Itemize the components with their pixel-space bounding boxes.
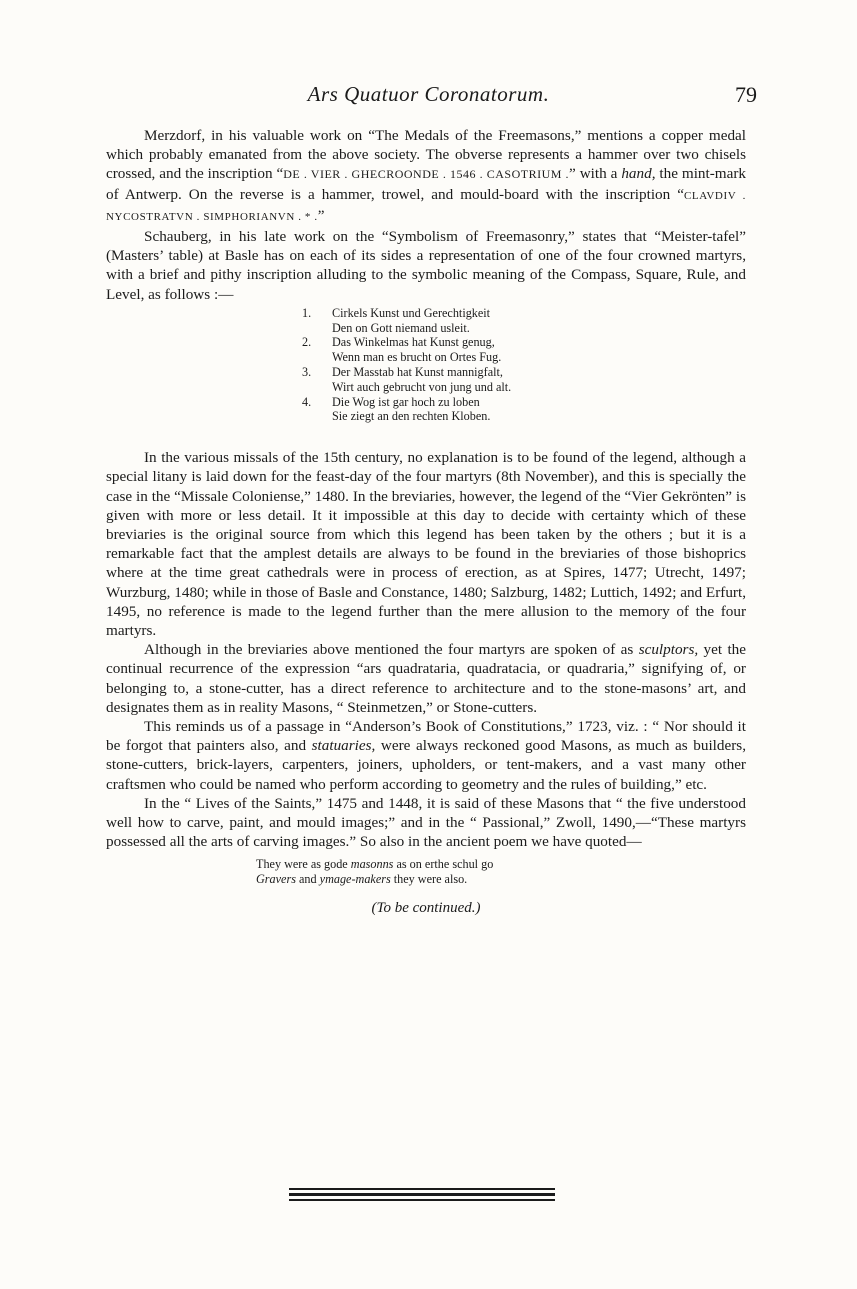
verse-line: 3. Der Masstab hat Kunst mannigfalt, [302, 365, 503, 380]
paragraph-missals: In the various missals of the 15th century, no explanation is to be found of the legend, although a special litany is laid down for the feast-day of the four martyrs (8th November), and this is specially the case in the “Missale Coloniense,” 1480. In the breviaries, however, the legend of the “Vier Gekrönten” is given with more or less detail. It it impossible at this day to decide with certainty which of these breviaries is the original source from which this legend has been taken by the others ; but it is a remarkable fact that the amplest details are always to be found in the breviaries of those bishoprics where at the time great cathedrals were in process of erection, as at Spires, 1477; Utrecht, 1497; Wurzburg, 1480; while in those of Basle and Constance, 1480; Salzburg, 1482; Luttich, 1492; and Erfurt, 1495, no reference is made to the legend further than the mere allusion to the memory of the four martyrs. [106, 449, 746, 640]
paragraph-anderson: This reminds us of a passage in “Anderson’s Book of Constitutions,” 1723, viz. : “ Nor should it be forgot that painters also, and statuaries, were always reckoned good Masons, as much as builders, stone-cutters, brick-layers, carpenters, joiners, upholders, or tent-makers, and a vast many other craftsmen who could be named who perform according to geometry and the rules of building,” etc. [106, 718, 746, 793]
verse-line: 2. Das Winkelmas hat Kunst genug, [302, 335, 495, 350]
verse-line: 1. Cirkels Kunst und Gerechtigkeit [302, 305, 491, 320]
verse-line: Wirt auch gebrucht von jung und alt. [332, 379, 512, 394]
end-rule-middle [289, 1193, 555, 1196]
journal-title: Ars Quatuor Coronatorum. [307, 82, 550, 106]
end-rule-top [289, 1188, 555, 1190]
verse-line: Sie ziegt an den rechten Kloben. [332, 409, 491, 424]
paragraph-schauberg: Schauberg, in his late work on the “Symbolism of Freemasonry,” states that “Meister-tafel” (Masters’ table) at Basle has on each of its sides a representation of one of the four crowned martyrs, with a brief and pithy inscription alluding to the symbolic meaning of the Compass, Square, Rule, and Level, as follows :— [106, 228, 746, 303]
verse-line: 4. Die Wog ist gar hoch zu loben [302, 394, 480, 409]
quote-line: They were as gode masonns as on erthe schul go [256, 857, 494, 872]
to-be-continued: (To be continued.) [371, 900, 481, 917]
emphasis-statuaries: statuaries, [311, 737, 376, 755]
paragraph-medals: Merzdorf, in his valuable work on “The Medals of the Freemasons,” mentions a copper medal which probably emanated from the above society. The obverse represents a hammer over two chisels crossed, and the inscription “DE . VIER . GHECROONDE . 1546 . CASOTRIUM .” with a hand, the mint-mark of Antwerp. On the reverse is a hammer, trowel, and mould-board with the inscription “CLAVDIV . NYCOSTRATVN . SIMPHORIANVN . * .” [106, 127, 747, 224]
verse-block [302, 306, 746, 424]
paragraph-sculptors: Although in the breviaries above mentioned the four martyrs are spoken of as sculptors, yet the continual recurrence of the expression “ars quadrataria, quadratacia, or quadraria,” signifying of, or belonging to, a stone-cutter, has a direct reference to architecture and to the stone-masons’ art, and designates them as in reality Masons, “ Steinmetzen,” or Stone-cutters. [106, 641, 747, 716]
verse-line: Wenn man es brucht on Ortes Fug. [332, 350, 502, 365]
poem-quote [256, 857, 746, 887]
running-header [0, 82, 857, 112]
page-number: 79 [735, 82, 757, 107]
end-rule-bottom [289, 1199, 555, 1201]
inscription-reverse: CLAVDIV . NYCOSTRATVN . SIMPHORIANVN . * . [106, 189, 746, 223]
emphasis-sculptors: sculptors, [638, 641, 699, 659]
inscription-obverse: DE . VIER . GHECROONDE . 1546 . CASOTRIUM . [283, 167, 570, 182]
quote-line: Gravers and ymage-makers they were also. [256, 872, 468, 887]
article-body [106, 126, 746, 919]
paragraph-saints: In the “ Lives of the Saints,” 1475 and 1448, it is said of these Masons that “ the five understood well how to carve, paint, and mould images;” and in the “ Passional,” Zwoll, 1490,—“These martyrs possessed all the arts of carving images.” So also in the ancient poem we have quoted— [106, 794, 746, 851]
emphasis-hand: hand, [621, 165, 656, 183]
verse-line: Den on Gott niemand usleit. [332, 320, 470, 335]
